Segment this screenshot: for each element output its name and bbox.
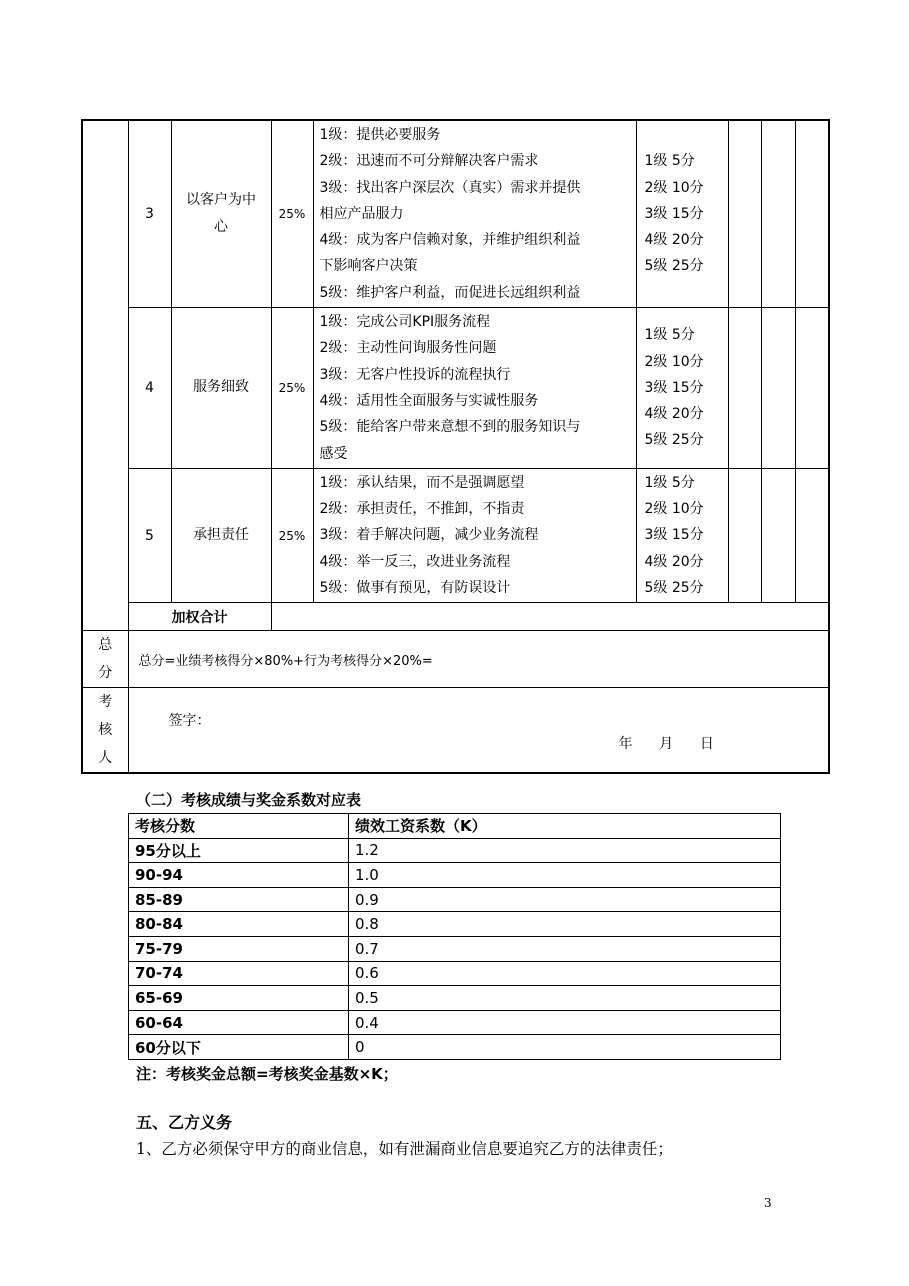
coefficient: 0.9 [349, 887, 781, 912]
score-line: 5级 25分 [644, 258, 704, 275]
level-line: 4级：适用性全面服务与实诚性服务 [319, 392, 539, 409]
bonus-coefficient-table [128, 813, 781, 1060]
score-line: 4级 20分 [644, 406, 704, 423]
behavior-weight: 25% [271, 308, 313, 469]
score-line: 2级 10分 [644, 179, 704, 196]
score-line: 3级 15分 [644, 205, 704, 222]
assessor-signature-cell[interactable] [128, 688, 829, 774]
score-line: 2级 10分 [644, 353, 704, 370]
score-range: 70-74 [129, 961, 349, 986]
score-range: 95分以上 [129, 838, 349, 863]
behavior-weight: 25% [271, 120, 313, 308]
header-score: 考核分数 [129, 814, 349, 839]
score-input-cell[interactable] [795, 468, 829, 602]
level-descriptions [313, 120, 636, 308]
score-input-cell[interactable] [728, 120, 761, 308]
total-score-formula: 总分=业绩考核得分×80%+行为考核得分×20%= [128, 631, 829, 688]
coefficient: 0.8 [349, 912, 781, 937]
score-line: 5级 25分 [644, 432, 704, 449]
behavior-row [82, 468, 829, 602]
score-input-cell[interactable] [761, 308, 795, 469]
behavior-name [171, 120, 271, 308]
level-line: 2级：承担责任，不推卸，不指责 [319, 501, 525, 518]
coefficient: 0 [349, 1035, 781, 1060]
level-line: 相应产品服力 [319, 205, 404, 222]
bonus-table-row [129, 961, 781, 986]
score-line: 3级 15分 [644, 527, 704, 544]
coefficient: 0.6 [349, 961, 781, 986]
score-range: 85-89 [129, 887, 349, 912]
bonus-table-row [129, 936, 781, 961]
total-label-char: 分 [98, 665, 113, 682]
coefficient: 0.7 [349, 936, 781, 961]
bonus-table-row [129, 986, 781, 1011]
score-scale [636, 120, 728, 308]
bonus-table-row [129, 863, 781, 888]
behavior-name [171, 468, 271, 602]
level-line: 2级：迅速而不可分辩解决客户需求 [319, 153, 539, 170]
score-range: 65-69 [129, 986, 349, 1011]
level-line: 3级：无客户性投诉的流程执行 [319, 366, 511, 383]
assessor-label [82, 688, 128, 774]
level-line: 4级：成为客户信赖对象，并维护组织利益 [319, 232, 581, 249]
behavior-row [82, 308, 829, 469]
bonus-table-row [129, 1035, 781, 1060]
header-coefficient: 绩效工资系数（K） [349, 814, 781, 839]
behavior-row [82, 120, 829, 308]
behavior-assessment-table [81, 119, 830, 774]
score-range: 60分以下 [129, 1035, 349, 1060]
level-line: 2级：主动性问询服务性问题 [319, 340, 497, 357]
score-range: 90-94 [129, 863, 349, 888]
weighted-total-label: 加权合计 [128, 603, 271, 631]
score-line: 1级 5分 [644, 153, 695, 170]
level-line: 5级：能给客户带来意想不到的服务知识与 [319, 419, 581, 436]
score-input-cell[interactable] [761, 468, 795, 602]
date-day: 日 [699, 736, 714, 753]
row-index: 4 [128, 308, 171, 469]
assessor-label-char: 核 [98, 722, 113, 739]
coefficient: 1.0 [349, 863, 781, 888]
coefficient: 0.4 [349, 1010, 781, 1035]
assessor-row [82, 688, 829, 774]
level-line: 感受 [319, 445, 348, 462]
level-line: 1级：完成公司KPI服务流程 [319, 314, 491, 331]
section-title: 五、乙方义务 [136, 1113, 233, 1132]
row-index: 5 [128, 468, 171, 602]
score-range: 60-64 [129, 1010, 349, 1035]
level-descriptions [313, 468, 636, 602]
score-input-cell[interactable] [728, 468, 761, 602]
score-line: 2级 10分 [644, 501, 704, 518]
level-line: 3级：找出客户深层次（真实）需求并提供 [319, 179, 581, 196]
score-input-cell[interactable] [795, 308, 829, 469]
level-line: 1级：提供必要服务 [319, 127, 441, 143]
level-line: 1级：承认结果，而不是强调愿望 [319, 474, 525, 491]
behavior-name [171, 308, 271, 469]
level-line: 4级：举一反三，改进业务流程 [319, 553, 511, 570]
assessor-label-char: 人 [98, 750, 113, 767]
score-input-cell[interactable] [761, 120, 795, 308]
score-line: 5级 25分 [644, 580, 704, 597]
left-blank-cell [82, 120, 128, 631]
bonus-table-title: （二）考核成绩与奖金系数对应表 [136, 791, 362, 809]
bonus-table-header [129, 814, 781, 839]
behavior-name-line: 承担责任 [193, 527, 249, 544]
score-line: 1级 5分 [644, 327, 695, 344]
total-score-label [82, 631, 128, 688]
score-line: 1级 5分 [644, 474, 695, 491]
total-score-row [82, 631, 829, 688]
score-range: 80-84 [129, 912, 349, 937]
level-descriptions [313, 308, 636, 469]
coefficient: 0.5 [349, 986, 781, 1011]
signature-date [619, 733, 714, 753]
weighted-total-value-cell[interactable] [271, 603, 829, 631]
score-input-cell[interactable] [728, 308, 761, 469]
coefficient: 1.2 [349, 838, 781, 863]
behavior-name-line: 服务细致 [193, 379, 249, 396]
assessor-label-char: 考 [98, 694, 113, 711]
score-line: 4级 20分 [644, 553, 704, 570]
bonus-table-row [129, 1010, 781, 1035]
level-line: 5级：做事有预见，有防误设计 [319, 580, 511, 597]
bonus-table-row [129, 912, 781, 937]
score-scale [636, 468, 728, 602]
behavior-name-line: 心 [214, 219, 228, 236]
row-index: 3 [128, 120, 171, 308]
score-range: 75-79 [129, 936, 349, 961]
score-input-cell[interactable] [795, 120, 829, 308]
obligation-paragraph: 1、乙方必须保守甲方的商业信息，如有泄漏商业信息要追究乙方的法律责任； [136, 1140, 673, 1158]
level-line: 下影响客户决策 [319, 258, 418, 275]
date-month: 月 [659, 736, 674, 753]
score-scale [636, 308, 728, 469]
behavior-name-line: 以客户为中 [186, 192, 256, 209]
score-line: 3级 15分 [644, 379, 704, 396]
bonus-table-row [129, 838, 781, 863]
page-number: 3 [764, 1196, 772, 1210]
signature-label: 签字： [168, 713, 211, 730]
level-line: 5级：维护客户利益，而促进长远组织利益 [319, 284, 581, 301]
bonus-table-row [129, 887, 781, 912]
behavior-weight: 25% [271, 468, 313, 602]
weighted-total-row [82, 603, 829, 631]
bonus-note: 注：考核奖金总额=考核奖金基数×K； [136, 1065, 398, 1083]
total-label-char: 总 [98, 637, 113, 654]
date-year: 年 [618, 736, 633, 753]
level-line: 3级：着手解决问题，减少业务流程 [319, 527, 539, 544]
score-line: 4级 20分 [644, 232, 704, 249]
